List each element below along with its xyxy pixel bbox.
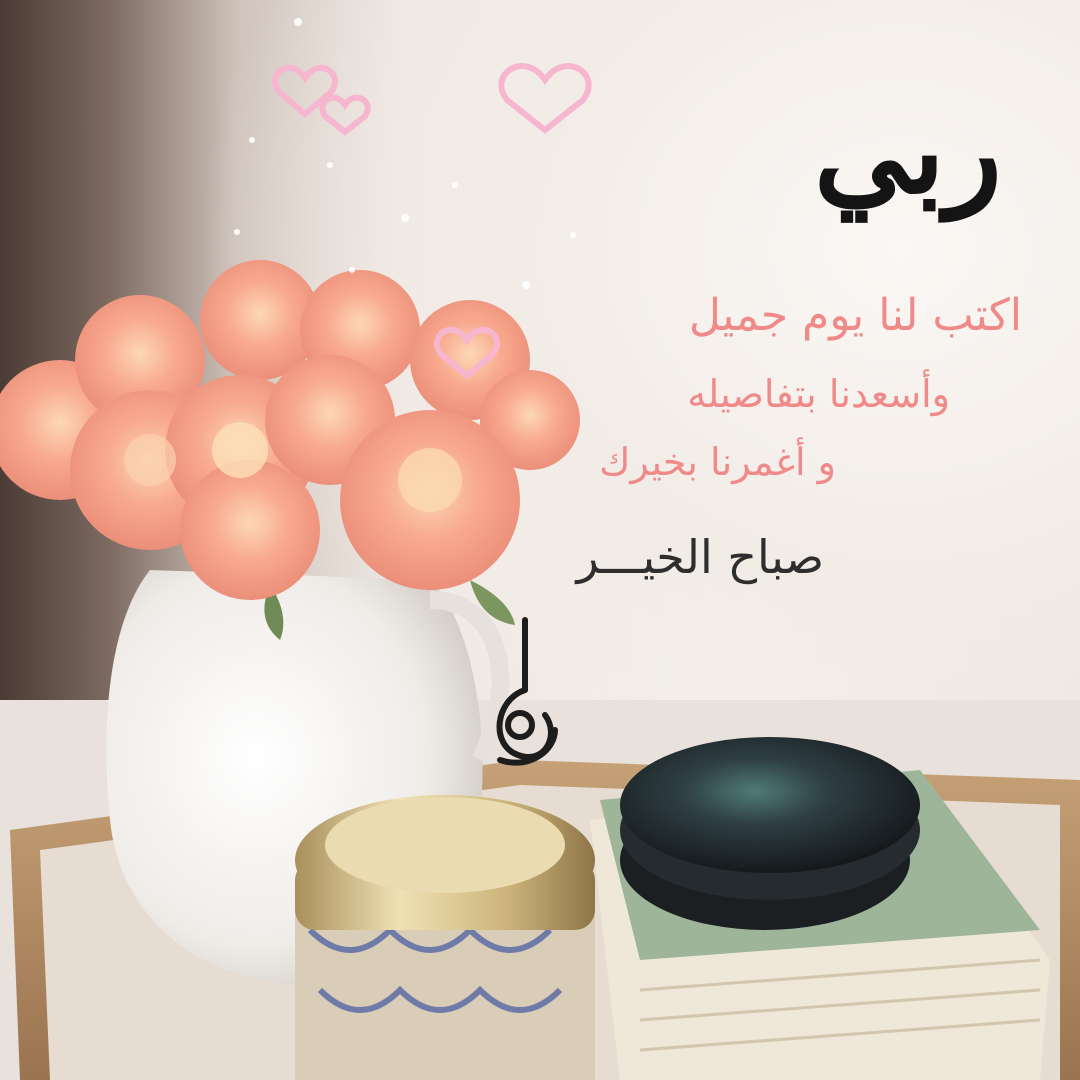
caption-title: ربي [813,81,1002,220]
caption-greeting: صباح الخيـــر [576,530,824,584]
caption-line-3: و أغمرنا بخيرك [599,440,836,484]
caption-line-1: اكتب لنا يوم جميل [688,290,1022,341]
rose-bouquet [0,260,580,600]
sparkle-dots [234,18,576,289]
caption-line-2: وأسعدنا بتفاصيله [687,372,950,416]
